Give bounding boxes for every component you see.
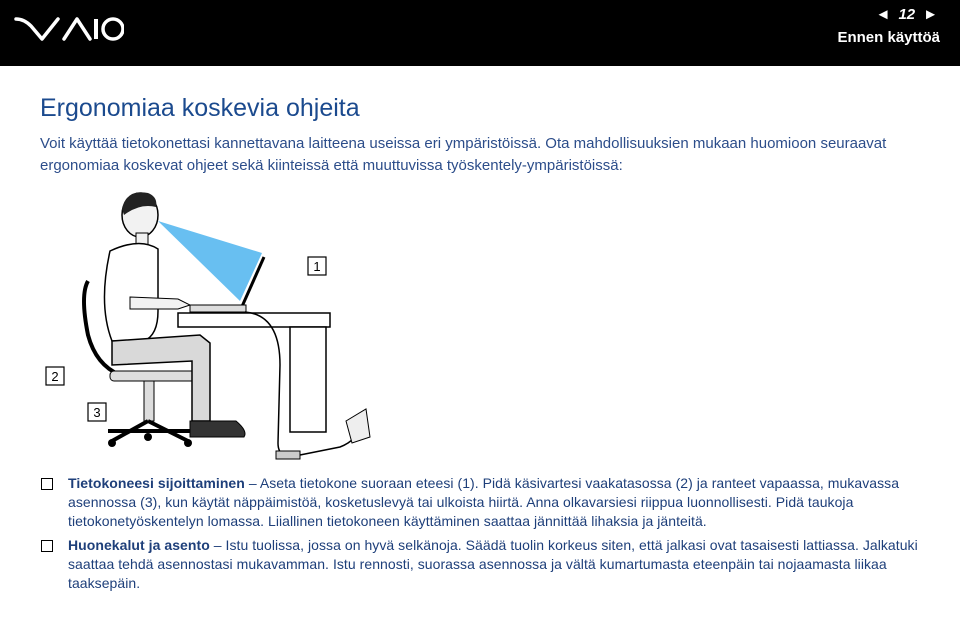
page-title: Ergonomiaa koskevia ohjeita [40, 94, 360, 122]
vaio-logo [14, 12, 124, 49]
intro-paragraph: Voit käyttää tietokonettasi kannettavana laitteena useissa eri ympäristöissä. Ota mahdollisuuksien mukaan huomioon seuraavat ergonomiaa koskevat ohjeet sekä kiinteissä että muuttuvissa työskentely-ympäristöissä: [40, 135, 887, 174]
checkbox-icon [41, 540, 53, 552]
bullet-text: – Istu tuolissa, jossa on hyvä selkänoja. Säädä tuolin korkeus siten, että jalkasi ovat tasaisesti lattiassa. Jalkatuki saattaa tehdä asennostasi mukavamman. Istu rennosti, suorassa asennossa ja vältä kumartumasta eteenpäin tai nojaamasta liikaa taaksepäin. [68, 537, 918, 591]
list-item [40, 474, 920, 531]
arrow-left-icon[interactable]: ◄ [875, 6, 891, 23]
bullet-term: Huonekalut ja asento [68, 537, 210, 553]
list-item [40, 536, 920, 593]
ergonomics-illustration [40, 185, 380, 465]
section-title: Ennen käyttöä [837, 29, 940, 46]
bullet-term: Tietokoneesi sijoittaminen [68, 475, 245, 491]
bullet-text: – Aseta tietokone suoraan eteesi (1). Pidä käsivartesi vaakatasossa (2) ja ranteet vapaassa, mukavassa asennossa (3), kun käytät näppäimistöä, kosketuslevyä tai ulkoista hiirtä. Anna olkavarsiesi riippua luonnollisesti. Pidä taukoja tietokonetyöskentelyn lomassa. Liiallinen tietokoneen käyttäminen saattaa jännittää lihaksia ja jänteitä. [68, 475, 900, 529]
header-bar [0, 0, 960, 66]
guideline-list [40, 474, 920, 598]
page-navigation [876, 6, 938, 23]
checkbox-icon [41, 478, 53, 490]
callout-2: 2 [51, 369, 59, 384]
arrow-right-icon[interactable]: ► [923, 6, 938, 23]
callout-1: 1 [313, 259, 321, 274]
page-number: 12 [898, 6, 916, 23]
callout-3: 3 [93, 405, 101, 420]
